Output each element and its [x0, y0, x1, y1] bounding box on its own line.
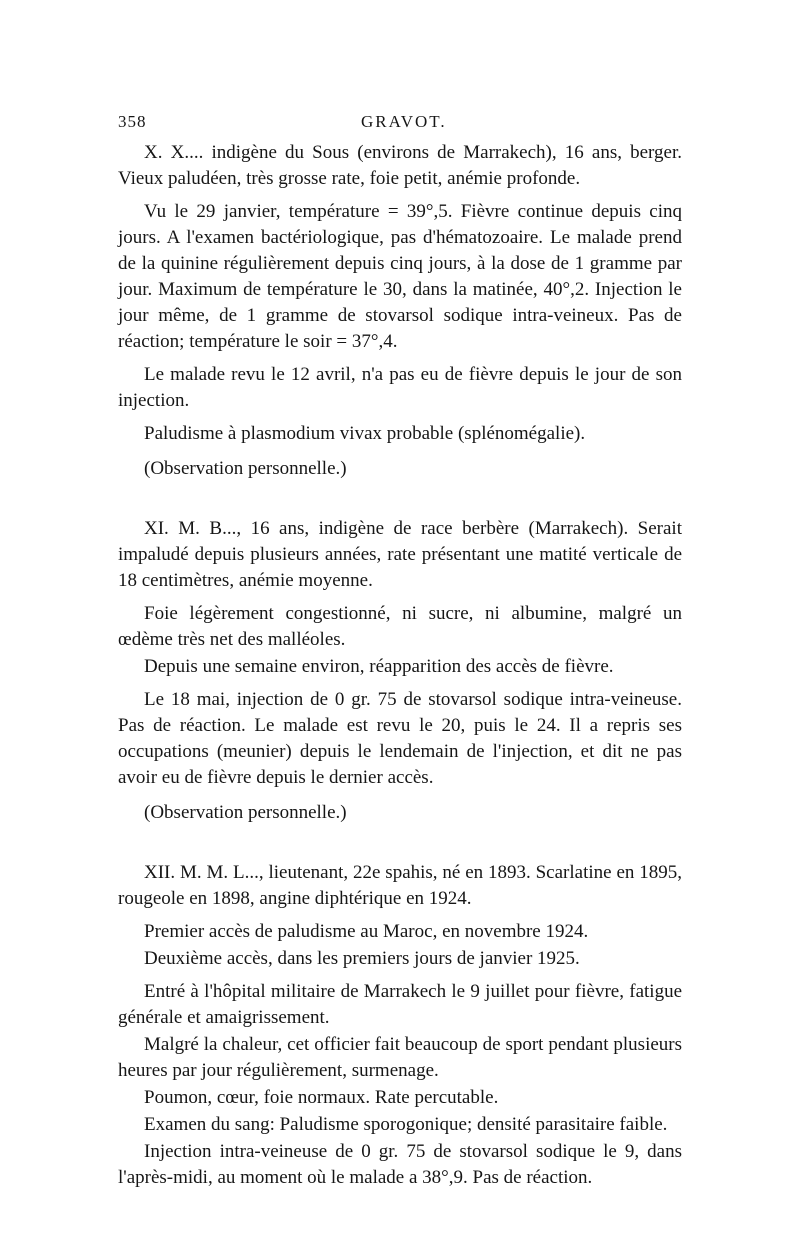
running-head: GRAVOT.	[361, 112, 447, 131]
observation-11-paragraph: Depuis une semaine environ, réapparition des accès de fièvre.	[144, 656, 614, 677]
observation-10-paragraph: Le malade revu le 12 avril, n'a pas eu de fièvre depuis le jour de son injection.	[118, 364, 682, 411]
observation-12-paragraph: Entré à l'hôpital militaire de Marrakech le 9 juillet pour fièvre, fatigue générale et amaigrissement.	[118, 981, 682, 1028]
observation-12-paragraph: Deuxième accès, dans les premiers jours de janvier 1925.	[144, 948, 580, 969]
observation-10	[118, 140, 682, 482]
observation-12	[118, 860, 682, 1191]
observation-10-paragraph: Paludisme à plasmodium vivax probable (splénomégalie).	[144, 423, 586, 444]
observation-10-paragraph: Vu le 29 janvier, température = 39°,5. Fièvre continue depuis cinq jours. A l'examen bactériologique, pas d'hématozoaire. Le malade prend de la quinine régulièrement depuis cinq jours, à la dose de 1 gramme par jour. Maximum de température le 30, dans la matinée, 40°,2. Injection le jour même, de 1 gramme de stovarsol sodique intra-veineux. Pas de réaction; température le soir = 37°,4.	[118, 201, 682, 352]
observation-12-paragraph: Examen du sang: Paludisme sporogonique; densité parasitaire faible.	[144, 1114, 668, 1135]
observation-11-paragraph: Foie légèrement congestionné, ni sucre, ni albumine, malgré un œdème très net des malléoles.	[118, 603, 682, 650]
observation-10-intro: X. X.... indigène du Sous (environs de Marrakech), 16 ans, berger. Vieux paludéen, très grosse rate, foie petit, anémie profonde.	[118, 142, 682, 189]
book-page	[118, 112, 682, 1191]
observation-12-paragraph: Malgré la chaleur, cet officier fait beaucoup de sport pendant plusieurs heures par jour régulièrement, surmenage.	[118, 1034, 682, 1081]
observation-12-paragraph: Premier accès de paludisme au Maroc, en novembre 1924.	[144, 921, 589, 942]
page-number: 358	[118, 112, 147, 131]
observation-11-source: (Observation personnelle.)	[144, 802, 347, 823]
observation-12-paragraph: Poumon, cœur, foie normaux. Rate percutable.	[144, 1087, 499, 1108]
observation-11-intro: XI. M. B..., 16 ans, indigène de race berbère (Marrakech). Serait impaludé depuis plusieurs années, rate présentant une matité verticale de 18 centimètres, anémie moyenne.	[118, 518, 682, 591]
observation-11	[118, 516, 682, 826]
observation-12-intro: XII. M. M. L..., lieutenant, 22e spahis, né en 1893. Scarlatine en 1895, rougeole en 1898, angine diphtérique en 1924.	[118, 862, 682, 909]
page-header	[118, 112, 682, 140]
observation-11-paragraph: Le 18 mai, injection de 0 gr. 75 de stovarsol sodique intra-veineuse. Pas de réaction. Le malade est revu le 20, puis le 24. Il a repris ses occupations (meunier) depuis le lendemain de l'injection, et dit ne pas avoir eu de fièvre depuis le dernier accès.	[118, 689, 682, 788]
observation-12-paragraph: Injection intra-veineuse de 0 gr. 75 de stovarsol sodique le 9, dans l'après-midi, au moment où le malade a 38°,9. Pas de réaction.	[118, 1141, 682, 1188]
observation-10-source: (Observation personnelle.)	[144, 458, 347, 479]
